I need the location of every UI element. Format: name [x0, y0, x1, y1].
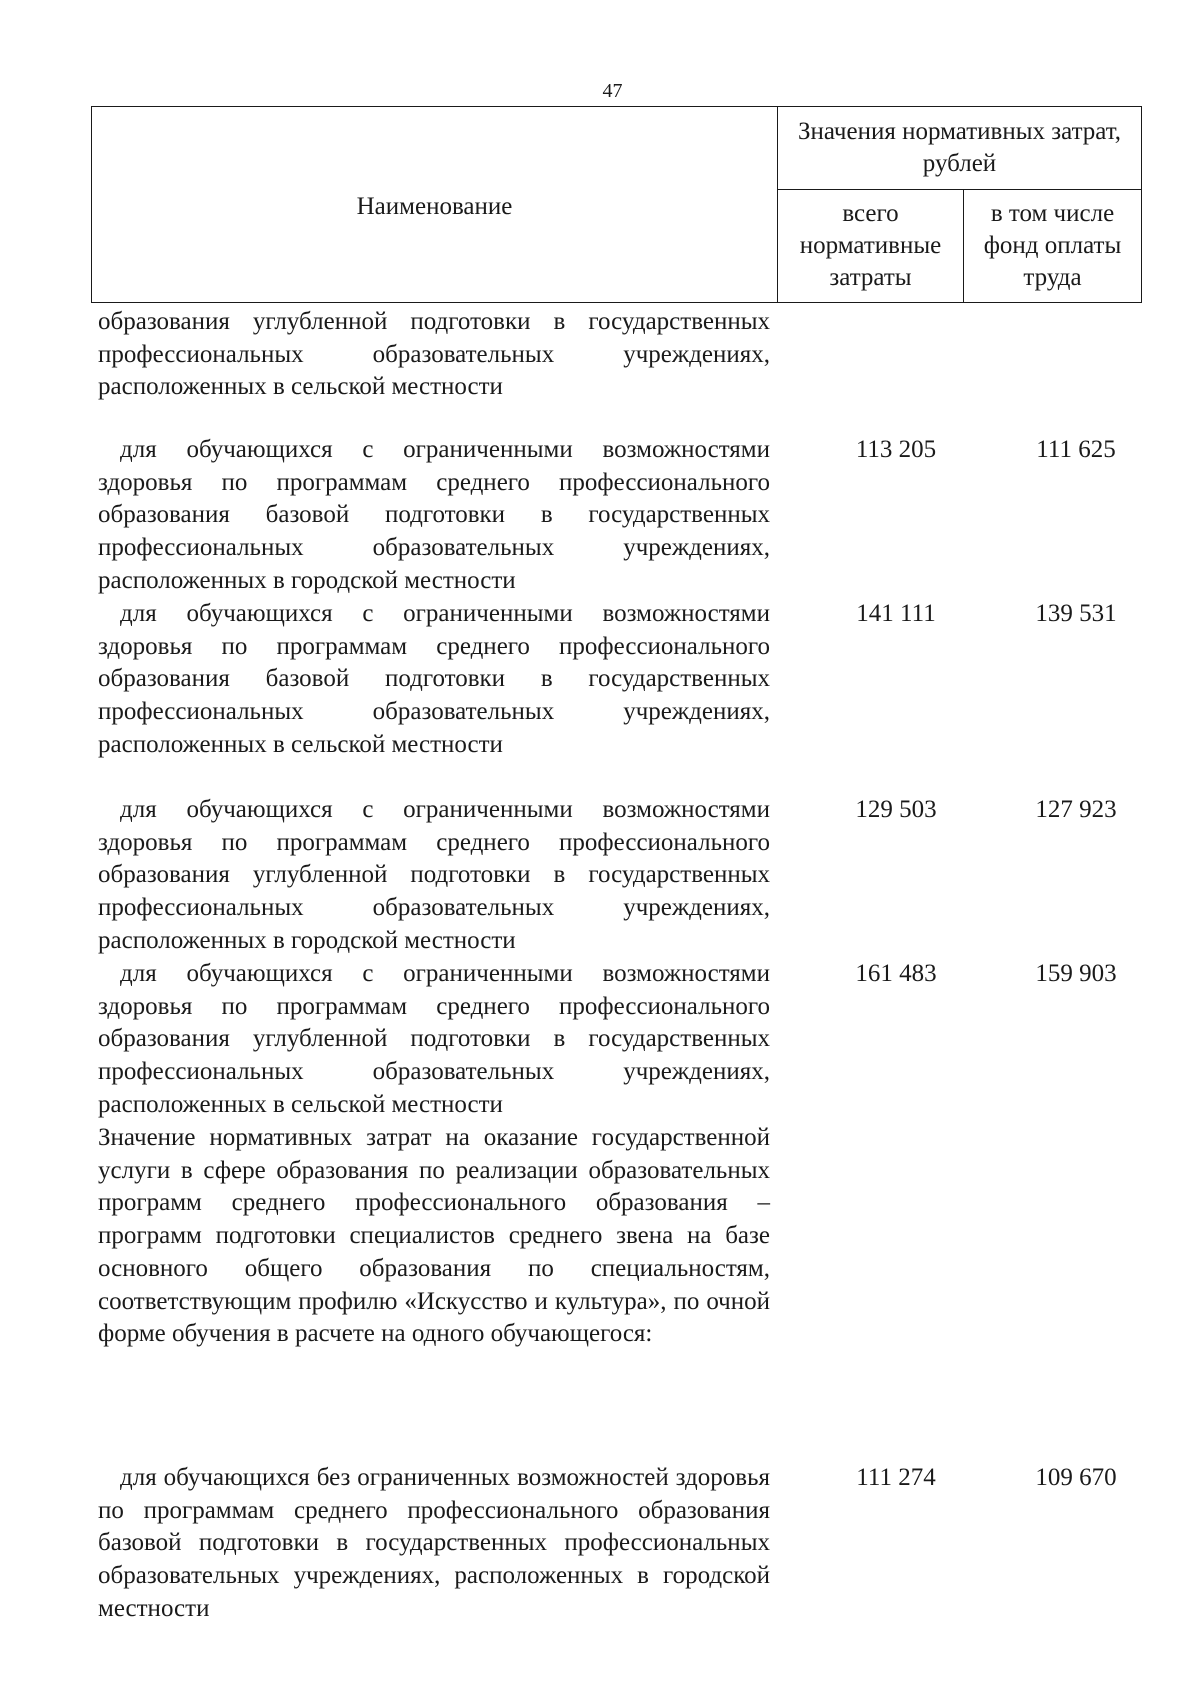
row-name: Значение нормативных затрат на оказание государственной услуги в сфере образования по реализации образовательных программ среднего профессионального образования – программ подготовки специалистов среднего звена на базе основного общего образования по специальностям, соответствующим профилю «Искусство и культура», по очной форме обучения в расчете на одного обучающегося:	[98, 1124, 770, 1348]
row-name: для обучающихся без ограниченных возможностей здоровья по программам среднего профессионального образования базовой подготовки в государственных профессиональных образовательных учреждениях, расположенных в городской местности	[98, 1464, 770, 1622]
row-spacer	[98, 402, 1138, 434]
row-wage-value: 111 625	[1036, 436, 1116, 463]
column-group-header: Значения нормативных затрат, рублей	[778, 107, 1142, 190]
table-row	[98, 958, 1138, 1122]
row-spacer	[98, 762, 1138, 794]
row-total-value: 111 274	[856, 1464, 936, 1491]
table-row	[98, 1462, 1138, 1626]
row-name: образования углубленной подготовки в государственных профессиональных образовательных учреждениях, расположенных в сельской местности	[98, 308, 770, 401]
column-header-wage: в том числе фонд оплаты труда	[964, 190, 1142, 303]
table-row	[98, 306, 1138, 402]
table-row	[98, 434, 1138, 598]
table-header	[91, 106, 1142, 303]
row-wage-value: 159 903	[1035, 960, 1117, 987]
table-row	[98, 598, 1138, 762]
row-wage-value: 109 670	[1035, 1464, 1117, 1491]
table-row	[98, 1122, 1138, 1418]
row-name: для обучающихся с ограниченными возможностями здоровья по программам среднего профессионального образования базовой подготовки в государственных профессиональных образовательных учреждениях, расположенных в городской местности	[98, 436, 770, 594]
table-row	[98, 794, 1138, 958]
column-header-total: всего нормативные затраты	[778, 190, 964, 303]
row-total-value: 161 483	[855, 960, 937, 987]
row-total-value: 141 111	[856, 600, 936, 627]
table-body	[98, 306, 1138, 1626]
row-name: для обучающихся с ограниченными возможностями здоровья по программам среднего профессионального образования углубленной подготовки в государственных профессиональных образовательных учреждениях, расположенных в сельской местности	[98, 960, 770, 1118]
row-spacer	[98, 1418, 1138, 1462]
row-total-value: 129 503	[855, 796, 937, 823]
column-header-name: Наименование	[92, 107, 778, 303]
row-name: для обучающихся с ограниченными возможностями здоровья по программам среднего профессионального образования базовой подготовки в государственных профессиональных образовательных учреждениях, расположенных в сельской местности	[98, 600, 770, 758]
page-number: 47	[602, 80, 623, 102]
row-name: для обучающихся с ограниченными возможностями здоровья по программам среднего профессионального образования углубленной подготовки в государственных профессиональных образовательных учреждениях, расположенных в городской местности	[98, 796, 770, 954]
row-wage-value: 139 531	[1035, 600, 1117, 627]
row-total-value: 113 205	[855, 436, 937, 463]
row-wage-value: 127 923	[1035, 796, 1117, 823]
